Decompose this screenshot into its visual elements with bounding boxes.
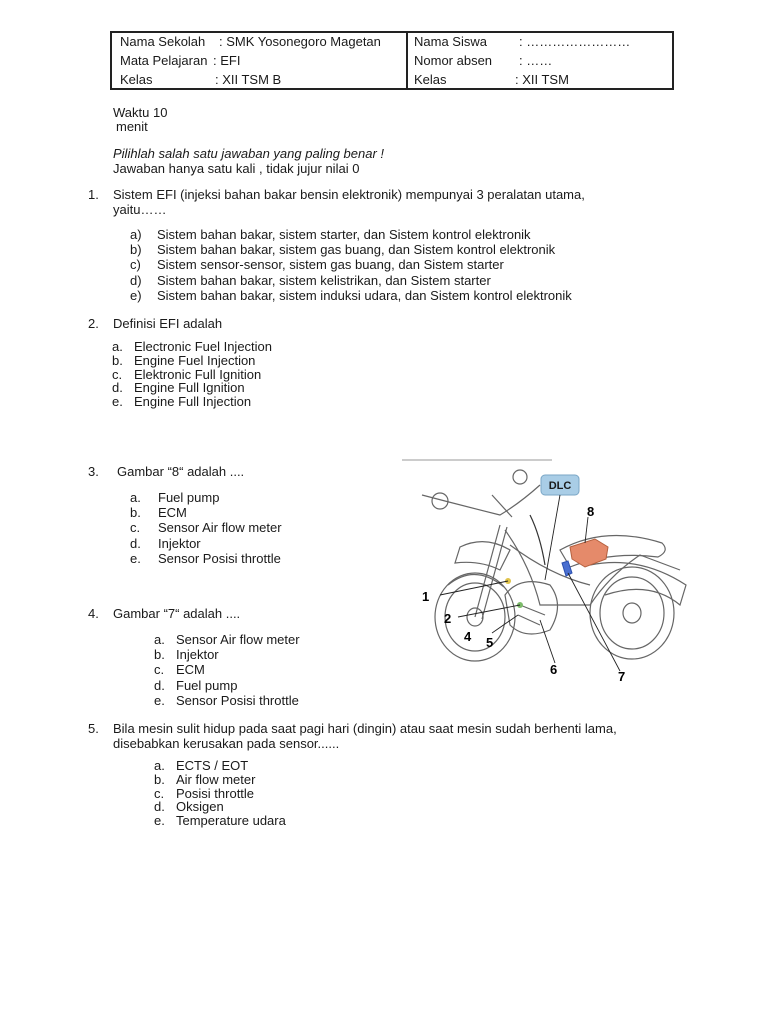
- q3-option-e-text: Sensor Posisi throttle: [158, 551, 281, 566]
- q1-option-c-letter: c): [130, 257, 141, 272]
- q2-option-e-letter: e.: [112, 394, 123, 409]
- q4-option-d-text: Fuel pump: [176, 678, 238, 693]
- q2-option-b-letter: b.: [112, 353, 123, 368]
- question-5-text-line1: Bila mesin sulit hidup pada saat pagi hari (dingin) atau saat mesin sudah berhenti lama,: [113, 721, 617, 736]
- q2-option-c-text: Elektronic Full Ignition: [134, 367, 262, 382]
- q5-option-c-letter: c.: [154, 786, 165, 801]
- q1-option-e-letter: e): [130, 288, 142, 303]
- header-sekolah-value: : SMK Yosonegoro Magetan: [219, 34, 381, 49]
- callout-5: 5: [486, 635, 494, 650]
- q3-option-d-text: Injektor: [158, 536, 201, 551]
- waktu-line-1: Waktu 10: [113, 105, 168, 120]
- question-1-text-line1: Sistem EFI (injeksi bahan bakar bensin elektronik) mempunyai 3 peralatan utama,: [113, 187, 585, 202]
- callout-4: 4: [464, 629, 472, 644]
- question-2-number: 2.: [88, 316, 99, 331]
- q2-option-e-text: Engine Full Injection: [134, 394, 252, 409]
- callout-1: 1: [422, 589, 430, 604]
- q1-option-b-letter: b): [130, 242, 142, 257]
- q3-option-d-letter: d.: [130, 536, 141, 551]
- q4-option-a-text: Sensor Air flow meter: [176, 632, 300, 647]
- motorcycle-drawing: [422, 470, 686, 661]
- q5-option-e-text: Temperature udara: [176, 813, 286, 828]
- motorcycle-efi-figure: [400, 455, 690, 695]
- q5-option-a-letter: a.: [154, 758, 165, 773]
- header-kelas-label-right: Kelas: [414, 72, 447, 87]
- q5-option-b-text: Air flow meter: [176, 772, 256, 787]
- q2-option-c-letter: c.: [112, 367, 123, 382]
- header-table: [110, 31, 674, 90]
- q3-option-e-letter: e.: [130, 551, 141, 566]
- q3-option-b-letter: b.: [130, 505, 141, 520]
- q1-option-a-text: Sistem bahan bakar, sistem starter, dan Sistem kontrol elektronik: [157, 227, 531, 242]
- q3-option-c-letter: c.: [130, 520, 141, 535]
- header-pelajaran-label: Mata Pelajaran: [120, 53, 208, 68]
- question-3-number: 3.: [88, 464, 99, 479]
- callout-6: 6: [550, 662, 558, 677]
- header-absen-value: : ……: [519, 53, 553, 68]
- q3-option-a-letter: a.: [130, 490, 141, 505]
- q1-option-c-text: Sistem sensor-sensor, sistem gas buang, dan Sistem starter: [157, 257, 504, 272]
- q1-option-d-letter: d): [130, 273, 142, 288]
- header-kelas-value-left: : XII TSM B: [215, 72, 282, 87]
- header-siswa-label: Nama Siswa: [414, 34, 487, 49]
- q2-option-d-letter: d.: [112, 380, 123, 395]
- question-4-text: Gambar “7“ adalah ....: [113, 606, 241, 621]
- instruction-italic: Pilihlah salah satu jawaban yang paling benar !: [113, 146, 385, 161]
- question-1-number: 1.: [88, 187, 99, 202]
- question-3-text: Gambar “8“ adalah ....: [117, 464, 245, 479]
- question-4-number: 4.: [88, 606, 99, 621]
- q2-option-a-text: Electronic Fuel Injection: [134, 339, 273, 354]
- q2-option-d-text: Engine Full Ignition: [134, 380, 245, 395]
- callout-7: 7: [618, 669, 626, 684]
- header-siswa-value: : ……………………: [519, 34, 631, 49]
- callout-leader-lines: [440, 495, 620, 671]
- q4-option-c-text: ECM: [176, 662, 205, 677]
- q4-option-e-text: Sensor Posisi throttle: [176, 693, 299, 708]
- header-sekolah-label: Nama Sekolah: [120, 34, 206, 49]
- q1-option-b-text: Sistem bahan bakar, sistem gas buang, dan Sistem kontrol elektronik: [157, 242, 556, 257]
- question-1-text-line2: yaitu……: [113, 202, 167, 217]
- q4-option-b-letter: b.: [154, 647, 165, 662]
- q5-option-d-text: Oksigen: [176, 799, 224, 814]
- header-kelas-value-right: : XII TSM: [515, 72, 569, 87]
- q4-option-a-letter: a.: [154, 632, 165, 647]
- q2-option-a-letter: a.: [112, 339, 123, 354]
- q5-option-c-text: Posisi throttle: [176, 786, 255, 801]
- header-absen-label: Nomor absen: [414, 53, 493, 68]
- waktu-line-2: menit: [116, 119, 148, 134]
- q4-option-b-text: Injektor: [176, 647, 219, 662]
- dlc-label: DLC: [548, 480, 572, 492]
- q5-option-b-letter: b.: [154, 772, 165, 787]
- question-5-text-line2: disebabkan kerusakan pada sensor......: [113, 736, 340, 751]
- q5-option-a-text: ECTS / EOT: [176, 758, 249, 773]
- q4-option-e-letter: e.: [154, 693, 165, 708]
- q5-option-d-letter: d.: [154, 799, 165, 814]
- q4-option-d-letter: d.: [154, 678, 165, 693]
- q2-option-b-text: Engine Fuel Injection: [134, 353, 256, 368]
- instruction-plain: Jawaban hanya satu kali , tidak jujur nilai 0: [113, 161, 360, 176]
- callout-8: 8: [587, 504, 595, 519]
- header-kelas-label-left: Kelas: [120, 72, 153, 87]
- q1-option-a-letter: a): [130, 227, 142, 242]
- callout-2: 2: [444, 611, 452, 626]
- header-pelajaran-value: : EFI: [213, 53, 241, 68]
- q1-option-e-text: Sistem bahan bakar, sistem induksi udara, dan Sistem kontrol elektronik: [157, 288, 572, 303]
- question-5-number: 5.: [88, 721, 99, 736]
- q5-option-e-letter: e.: [154, 813, 165, 828]
- question-2-text: Definisi EFI adalah: [113, 316, 223, 331]
- q4-option-c-letter: c.: [154, 662, 165, 677]
- header-divider: [406, 33, 408, 88]
- part-7-blue-component: [562, 561, 572, 576]
- q3-option-b-text: ECM: [158, 505, 187, 520]
- q1-option-d-text: Sistem bahan bakar, sistem kelistrikan, dan Sistem starter: [157, 273, 491, 288]
- q3-option-c-text: Sensor Air flow meter: [158, 520, 282, 535]
- q3-option-a-text: Fuel pump: [158, 490, 220, 505]
- rear-wheel: [590, 567, 674, 659]
